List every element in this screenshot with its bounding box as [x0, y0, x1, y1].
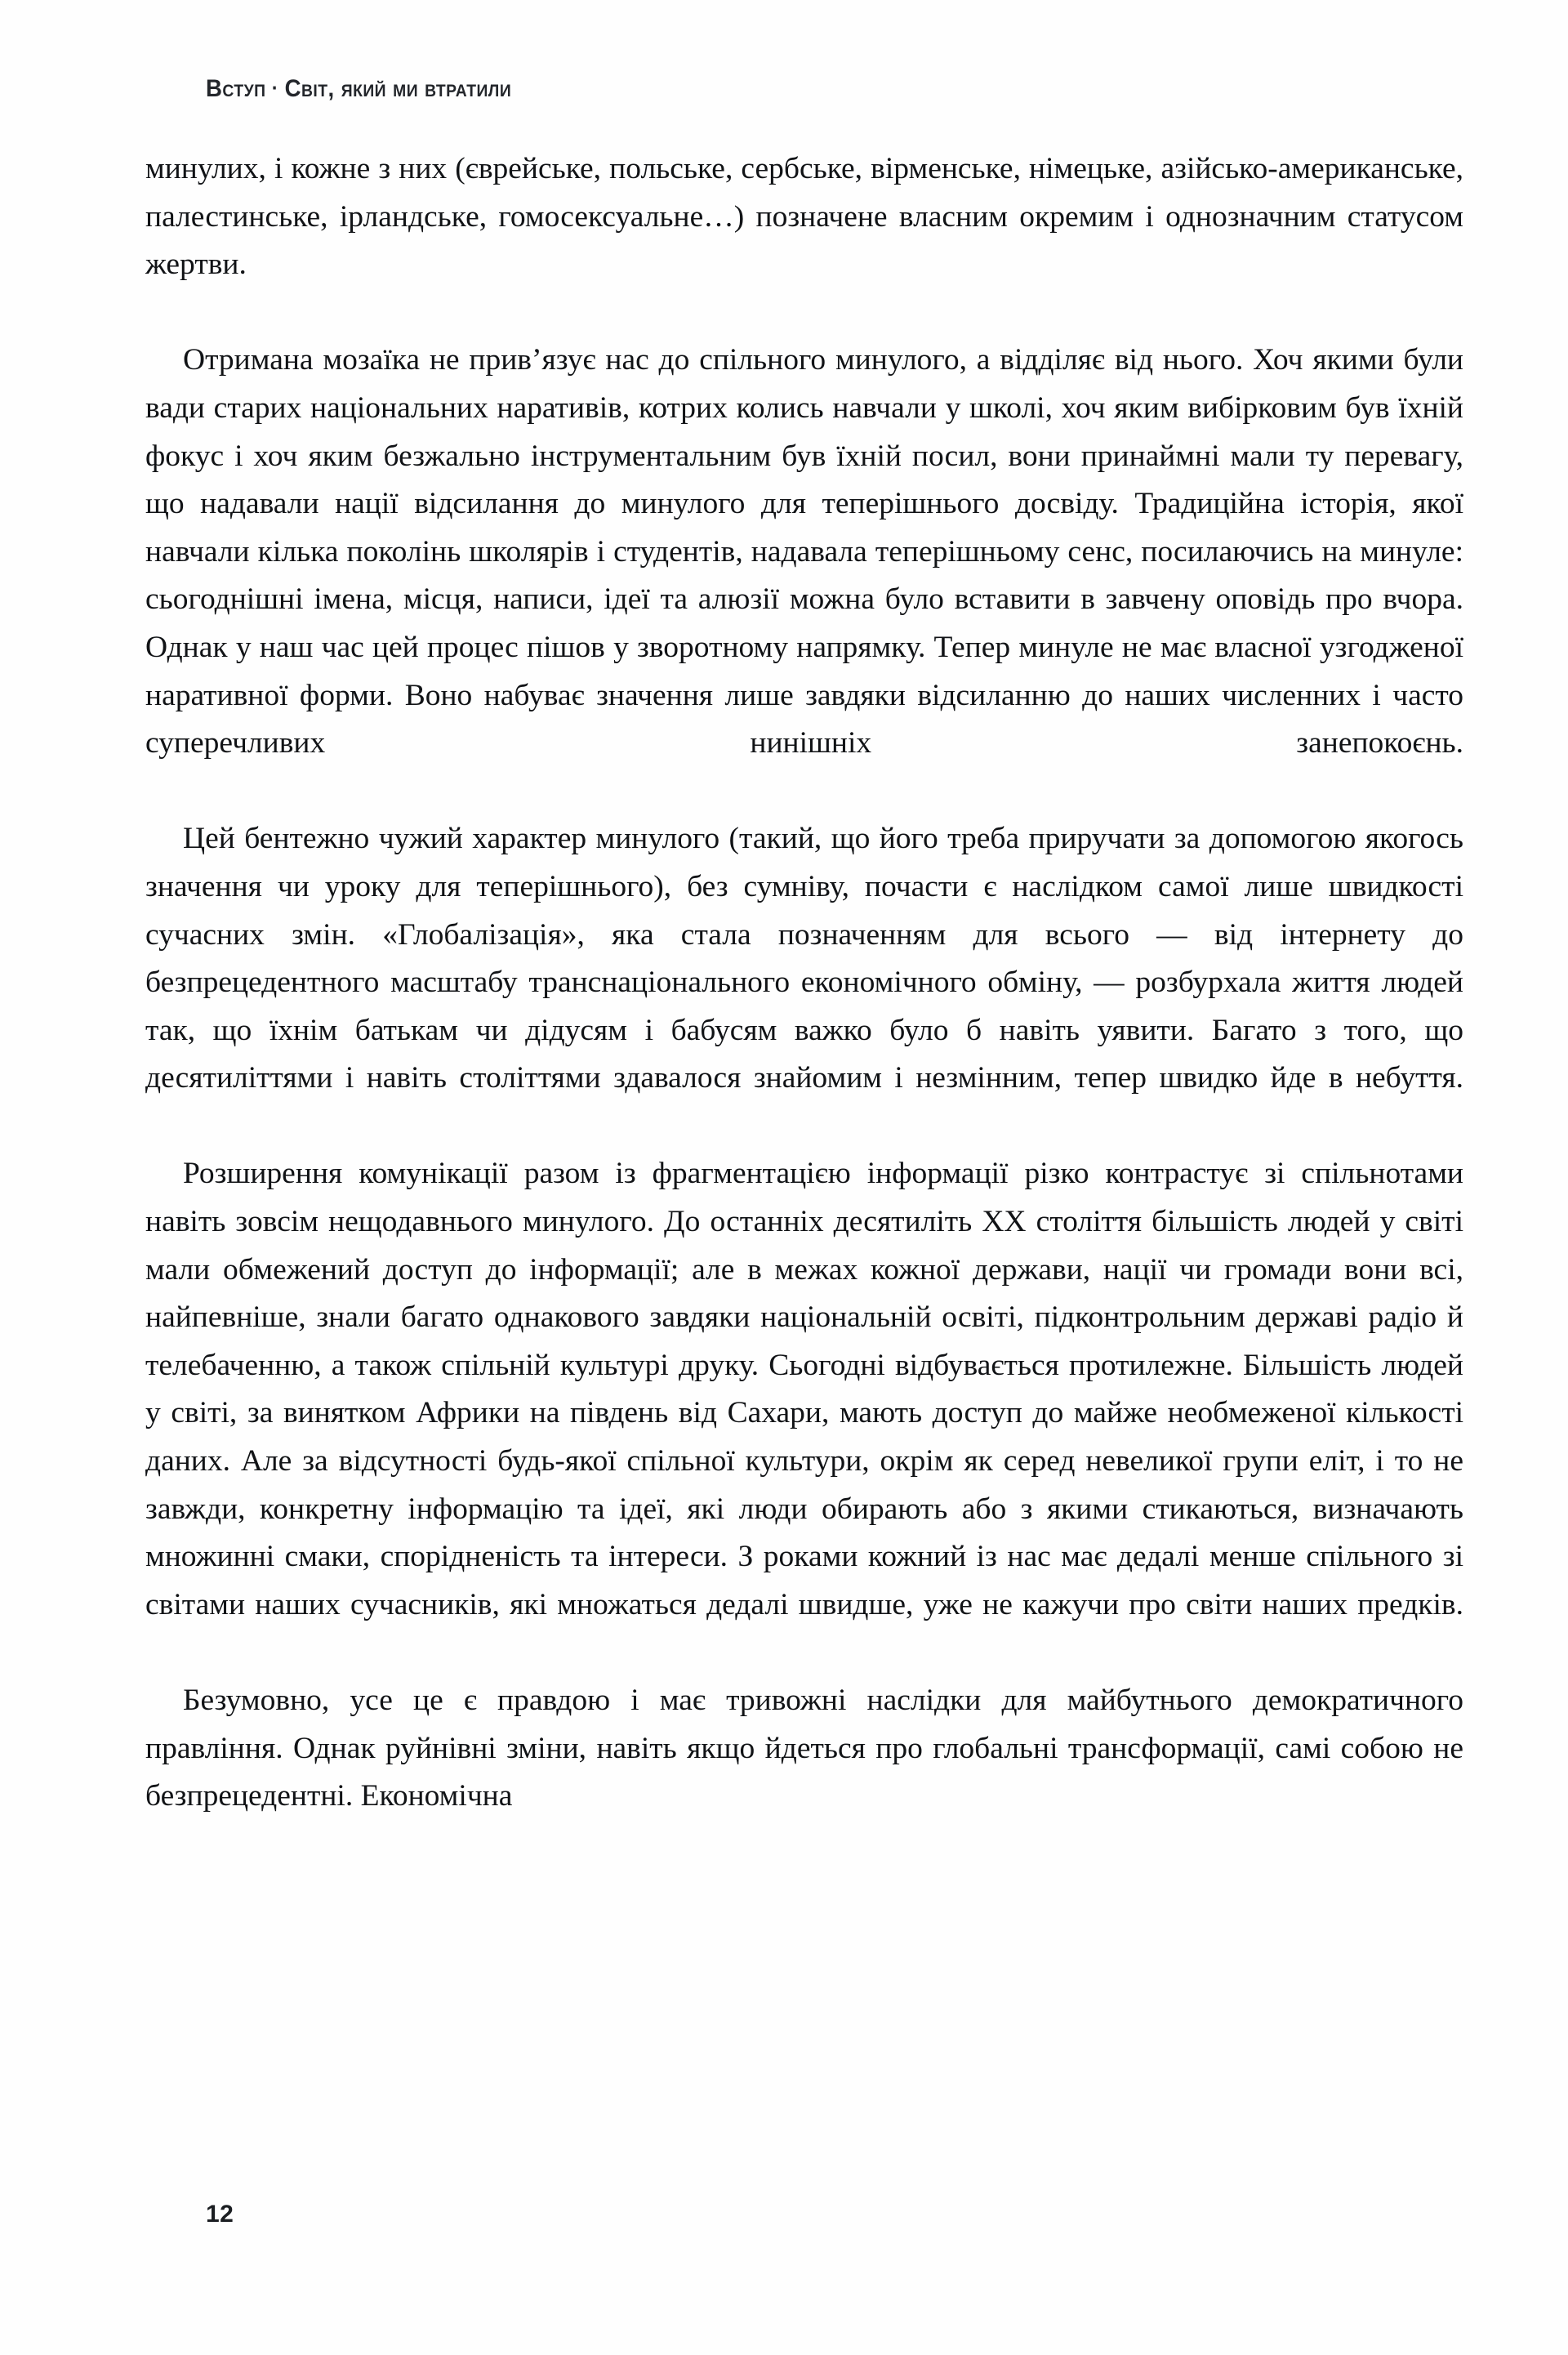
running-header [206, 75, 511, 103]
body-text-block [145, 145, 1463, 1821]
running-header-separator: · [271, 75, 279, 100]
running-header-chapter-title: Світ, який ми втратили [284, 75, 512, 102]
paragraph-2: Отримана мозаїка не прив’язує нас до спільного минулого, а відділяє від нього. Хоч якими були вади старих національних наративів, котрих колись навчали у школі, хоч яким вибірковим був їхній фокус і хоч яким безжально інструментальним був їхній посил, вони принаймні мали ту перевагу, що надавали нації відсилання до минулого для теперішнього досвіду. Традиційна історія, якої навчали кілька поколінь школярів і студентів, надавала теперішньому сенс, посилаючись на минуле: сьогоднішні імена, місця, написи, ідеї та алюзії можна було вставити в завчену оповідь про вчора. Однак у наш час цей процес пішов у зворотному напрямку. Тепер минуле не має власної узгодженої наративної форми. Воно набуває значення лише завдяки відсиланню до наших численних і часто суперечливих нинішніх занепокоєнь. [145, 343, 1463, 760]
paragraph-1: минулих, і кожне з них (єврейське, польське, сербське, вірменське, німецьке, азійсько-американське, палестинське, ірландське, гомосексуальне…) позначене власним окремим і однозначним статусом жертви. [145, 152, 1463, 282]
paragraph-3: Цей бентежно чужий характер минулого (такий, що його треба приручати за допомогою якогось значення чи уроку для теперішнього), без сумніву, почасти є наслідком самої лише швидкості сучасних змін. «Глобалізація», яка стала позначенням для всього — від інтернету до безпрецедентного масштабу транснаціонального економічного обміну, — розбурхала життя людей так, що їхнім батькам чи дідусям і бабусям важко було б навіть уявити. Багато з того, що десятиліттями і навіть століттями здавалося знайомим і незмінним, тепер швидко йде в небуття. [145, 822, 1463, 1095]
running-header-section: Вступ [206, 75, 266, 102]
page-number: 12 [206, 2201, 234, 2228]
paragraph-5: Безумовно, усе це є правдою і має тривожні наслідки для майбутнього демократичного правління. Однак руйнівні зміни, навіть якщо йдеться про глобальні трансформації, самі собою не безпрецедентні. Економічна [145, 1684, 1463, 1813]
paragraph-4: Розширення комунікації разом із фрагментацією інформації різко контрастує зі спільнотами навіть зовсім нещодавнього минулого. До останніх десятиліть XX століття більшість людей у світі мали обмежений доступ до інформації; але в межах кожної держави, нації чи громади вони всі, найпевніше, знали багато однакового завдяки національній освіті, підконтрольним державі радіо й телебаченню, а також спільній культурі друку. Сьогодні відбувається протилежне. Більшість людей у світі, за винятком Африки на південь від Сахари, мають доступ до майже необмеженої кількості даних. Але за відсутності будь-якої спільної культури, окрім як серед невеликої групи еліт, і то не завжди, конкретну інформацію та ідеї, які люди обирають або з якими стикаються, визначають множинні смаки, спорідненість та інтереси. З роками кожний із нас має дедалі менше спільного зі світами наших сучасників, які множаться дедалі швидше, уже не кажучи про світи наших предків. [145, 1157, 1463, 1621]
